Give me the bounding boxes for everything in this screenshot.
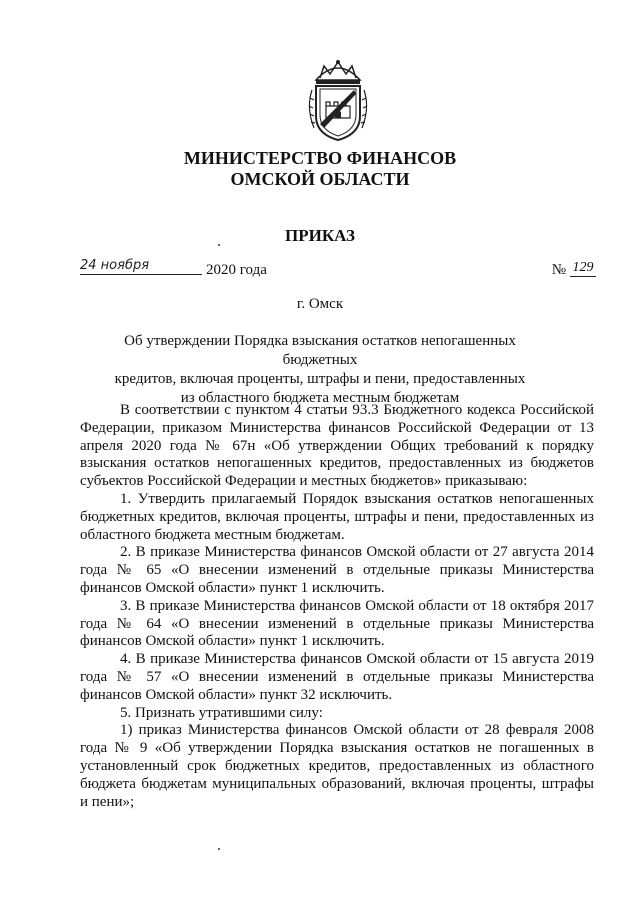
handwritten-order-number: 129 (570, 260, 596, 277)
subject-line-2: кредитов, включая проценты, штрафы и пени, предоставленных (114, 371, 526, 387)
handwritten-date: 24 ноября (80, 258, 150, 273)
subject-line-3: из областного бюджета местным бюджетам (180, 390, 460, 406)
clause-2-paragraph: 2. В приказе Министерства финансов Омской области от 27 августа 2014 года № 65 «О внесении изменений в отдельные приказы Министерства финансов Омской области» пункт 1 исключить. (80, 544, 594, 596)
clause-3-paragraph: 3. В приказе Министерства финансов Омской области от 18 октября 2017 года № 64 «О внесении изменений в отдельные приказы Министерства финансов Омской области» пункт 1 исключить. (80, 597, 594, 650)
clause-5-paragraph: 5. Признать утратившими силу: (120, 704, 323, 721)
order-number-label: № (551, 262, 566, 278)
ministry-line-2: ОМСКОЙ ОБЛАСТИ (230, 169, 410, 189)
ministry-name (0, 148, 640, 190)
ministry-line-1: МИНИСТЕРСТВО ФИНАНСОВ (183, 148, 457, 168)
document-type-title: ПРИКАЗ (285, 226, 355, 245)
clause-4-paragraph: 4. В приказе Министерства финансов Омской области от 15 августа 2019 года № 57 «О внесении изменений в отдельные приказы Министерства финансов Омской области» пункт 32 исключить. (80, 651, 594, 703)
subject-line-1: Об утверждении Порядка взыскания остатков непогашенных бюджетных (124, 333, 516, 368)
order-subject (100, 332, 540, 408)
clause-5-1-paragraph: 1) приказ Министерства финансов Омской области от 28 февраля 2008 года № 9 «Об утверждении Порядка взыскания остатков не погашенных в установленный срок бюджетных кредитов, предоставленных из областного бюджета бюджетам муниципальных образований, включая проценты, штрафы и пени»; (80, 722, 594, 810)
date-number-line (80, 258, 596, 286)
omsk-coat-of-arms-emblem (302, 58, 374, 142)
date-year: 2020 года (206, 262, 267, 278)
scan-speck (218, 848, 220, 850)
clause-1-paragraph: 1. Утвердить прилагаемый Порядок взыскания остатков непогашенных бюджетных кредитов, включая проценты, штрафы и пени, предоставленных из областного бюджета местным бюджетам. (80, 490, 594, 543)
date-underline (80, 274, 202, 275)
preamble-paragraph: В соответствии с пунктом 4 статьи 93.3 Бюджетного кодекса Российской Федерации, приказом Министерства финансов Российской Федерации от 13 апреля 2020 года № 67н «Об утверждении Общих требований к порядку взыскания остатков непогашенных кредитов, предоставленных из бюджетов субъектов Российской Федерации и местных бюджетов» приказываю: (80, 402, 594, 490)
order-body (80, 402, 594, 811)
place-of-issue: г. Омск (296, 296, 344, 312)
